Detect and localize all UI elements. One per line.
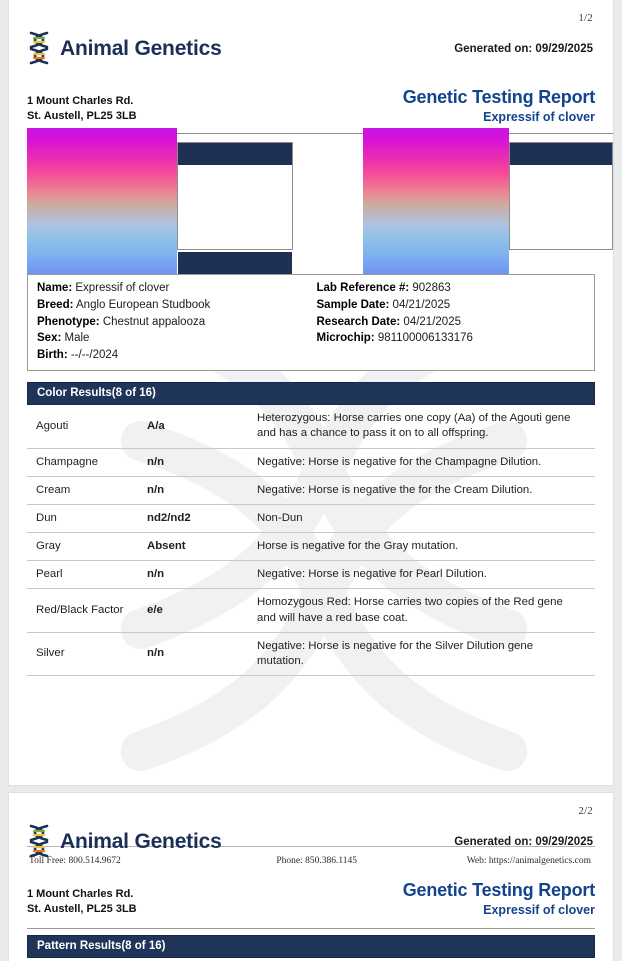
info-row-breed — [37, 297, 315, 314]
brand-name: Animal Genetics — [60, 37, 222, 60]
gene-name: Gray — [36, 540, 61, 553]
color-results-header: Color Results(8 of 16) — [27, 382, 595, 405]
gene-description: Negative: Horse is negative the for the Cream Dilution. — [257, 483, 533, 496]
info-value-breed: Anglo European Studbook — [73, 298, 211, 311]
info-value-birth: --/--/2024 — [67, 349, 119, 362]
report-title-block — [403, 881, 595, 917]
footer-phone: Phone: 850.386.1145 — [276, 855, 358, 866]
info-row-birth — [37, 347, 315, 364]
gene-result: n/n — [147, 483, 165, 496]
info-label-microchip: Microchip: — [316, 332, 375, 345]
address-line-2: St. Austell, PL25 3LB — [27, 109, 137, 122]
page-header — [27, 823, 595, 861]
footer-web[interactable]: Web: https://animalgenetics.com — [466, 855, 591, 866]
info-value-sample-date: 04/21/2025 — [389, 298, 451, 311]
broken-image-bar-3 — [510, 143, 612, 165]
section-divider — [27, 928, 595, 929]
gene-name: Dun — [36, 511, 57, 524]
info-value-research-date: 04/21/2025 — [400, 315, 461, 328]
address-line-1: 1 Mount Charles Rd. — [27, 95, 134, 108]
table-row — [27, 504, 595, 532]
report-subject: Expressif of clover — [483, 902, 595, 917]
gene-description: Homozygous Red: Horse carries two copies of the Red gene and will have a red base coat. — [257, 596, 563, 624]
info-value-microchip: 981100006133176 — [374, 332, 473, 345]
address-title-row — [27, 88, 595, 124]
animal-info-box — [27, 274, 595, 371]
photo-placeholder-2 — [363, 128, 509, 274]
brand-name: Animal Genetics — [60, 830, 222, 853]
pattern-results-header: Pattern Results(8 of 16) — [27, 935, 595, 958]
gene-name: Pearl — [36, 568, 63, 581]
gene-result: nd2/nd2 — [147, 511, 191, 524]
info-label-sample-date: Sample Date: — [316, 298, 390, 311]
table-row — [27, 561, 595, 589]
report-title: Genetic Testing Report — [402, 880, 595, 900]
info-label-breed: Breed: — [37, 298, 74, 311]
gene-description: Negative: Horse is negative for Pearl Dilution. — [257, 568, 487, 581]
gene-name: Silver — [36, 647, 65, 660]
table-row — [27, 589, 595, 632]
generated-on: Generated on: 09/29/2025 — [454, 43, 593, 55]
generated-on: Generated on: 09/29/2025 — [454, 836, 593, 848]
company-address — [27, 887, 137, 917]
info-value-name: Expressif of clover — [72, 281, 170, 294]
info-row-phenotype — [37, 314, 315, 331]
page-header — [27, 30, 595, 68]
gene-result: n/n — [147, 647, 165, 660]
table-row — [27, 533, 595, 561]
info-row-microchip — [317, 330, 595, 347]
info-label-phenotype: Phenotype: — [37, 315, 100, 328]
gene-description: Negative: Horse is negative for the Silver Dilution gene mutation. — [257, 639, 534, 667]
address-line-2: St. Austell, PL25 3LB — [27, 902, 137, 915]
gene-name: Cream — [36, 483, 71, 496]
info-label-lab-reference: Lab Reference #: — [316, 281, 410, 294]
gene-result: e/e — [147, 603, 163, 616]
footer-toll-free: Toll Free: 800.514.9672 — [29, 855, 121, 866]
table-row — [27, 632, 595, 675]
gene-name: Agouti — [36, 419, 69, 432]
gene-result: A/a — [147, 419, 165, 432]
info-value-sex: Male — [61, 332, 90, 345]
report-subject: Expressif of clover — [483, 109, 595, 124]
gene-name: Champagne — [36, 455, 99, 468]
gene-result: Absent — [147, 540, 186, 553]
report-page-2 — [9, 793, 613, 961]
info-label-name: Name: — [37, 281, 73, 294]
gene-description: Heterozygous: Horse carries one copy (Aa) of the Agouti gene and has a chance to pass it on to all offspring. — [257, 412, 571, 440]
dna-helix-icon — [27, 823, 51, 861]
report-title-block — [403, 88, 595, 124]
address-title-row — [27, 881, 595, 917]
photo-placeholder-1 — [27, 128, 177, 274]
gene-description: Non-Dun — [257, 511, 303, 524]
info-label-research-date: Research Date: — [316, 315, 401, 328]
info-value-phenotype: Chestnut appalooza — [99, 315, 206, 328]
animal-info-left-column — [28, 280, 315, 364]
gene-result: n/n — [147, 455, 165, 468]
dna-helix-icon — [27, 30, 51, 68]
address-line-1: 1 Mount Charles Rd. — [27, 888, 134, 901]
brand-lockup — [27, 30, 222, 68]
broken-image-bar-2 — [178, 252, 292, 274]
info-row-lab-reference — [317, 280, 595, 297]
brand-lockup — [27, 823, 222, 861]
table-row — [27, 405, 595, 448]
gene-result: n/n — [147, 568, 165, 581]
animal-info-right-column — [315, 280, 595, 364]
info-row-sex — [37, 330, 315, 347]
broken-image-bar-1 — [178, 143, 292, 165]
color-results-table — [27, 405, 595, 676]
table-row — [27, 448, 595, 476]
gene-description: Horse is negative for the Gray mutation. — [257, 540, 459, 553]
gene-name: Red/Black Factor — [36, 603, 124, 616]
page-number: 2/2 — [578, 805, 593, 817]
company-address — [27, 94, 137, 124]
gene-description: Negative: Horse is negative for the Champagne Dilution. — [257, 455, 542, 468]
animal-photos-band — [27, 128, 595, 274]
info-row-sample-date — [317, 297, 595, 314]
info-label-sex: Sex: — [37, 332, 62, 345]
info-value-lab-reference: 902863 — [409, 281, 451, 294]
report-title: Genetic Testing Report — [402, 87, 595, 107]
info-row-research-date — [317, 314, 595, 331]
page-number: 1/2 — [578, 12, 593, 24]
table-row — [27, 476, 595, 504]
info-row-name — [37, 280, 315, 297]
info-label-birth: Birth: — [37, 349, 68, 362]
